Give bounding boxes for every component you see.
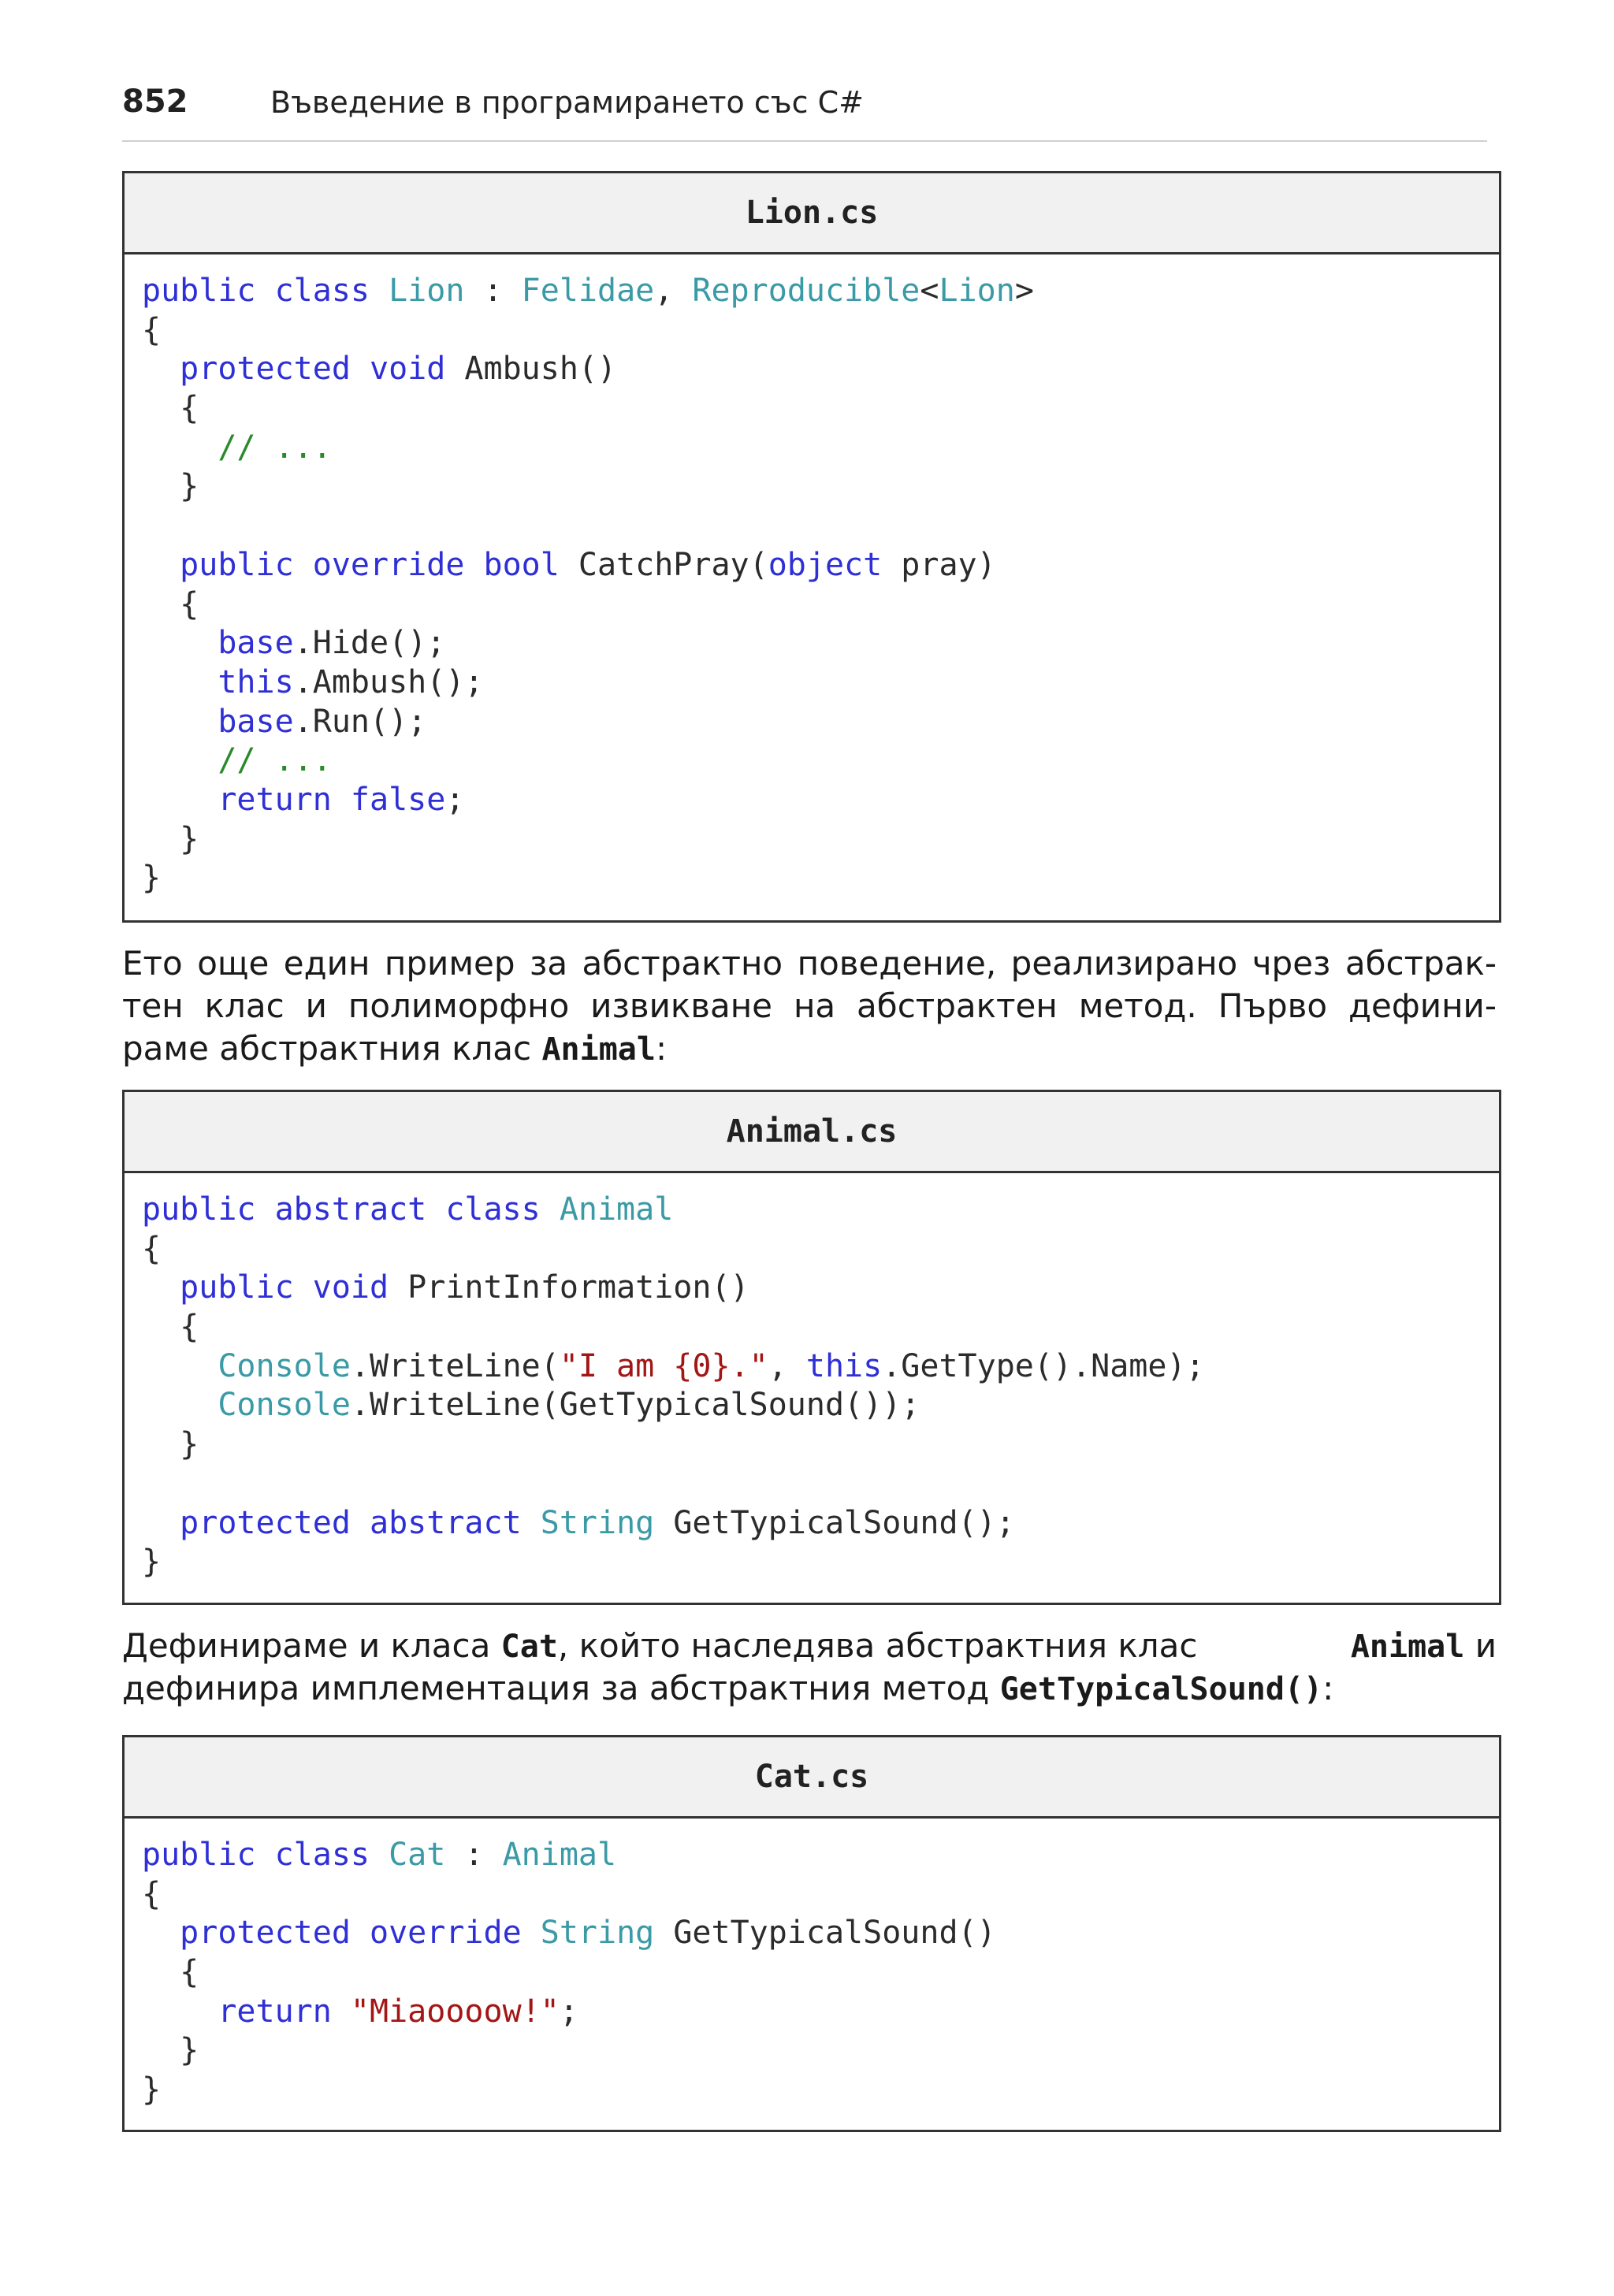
code-token: } [142, 2071, 162, 2108]
code-token: return false [218, 781, 446, 818]
text-run: и [1464, 1626, 1497, 1665]
code-token: .WriteLine(GetTypicalSound()); [350, 1387, 920, 1424]
code-token: { [142, 585, 199, 622]
code-body [125, 254, 1499, 898]
page-header [122, 79, 1487, 142]
code-line [142, 311, 1482, 351]
text-run: , който наследява абстрактния клас [557, 1626, 1198, 1665]
code-token: public class [142, 1837, 389, 1873]
code-line [142, 1347, 1482, 1387]
code-line [142, 272, 1482, 311]
code-token [142, 351, 180, 387]
code-token: Cat [389, 1837, 446, 1873]
paragraph-cat-intro [122, 1625, 1497, 1710]
code-line [142, 1230, 1482, 1269]
text-run: Дефинираме и класа [122, 1626, 501, 1665]
code-body [125, 1819, 1499, 2110]
code-token: .GetType().Name); [882, 1347, 1205, 1384]
code-line [142, 546, 1482, 585]
code-listing-animal [122, 1090, 1501, 1605]
code-token: < [920, 273, 939, 309]
code-token: protected void [180, 351, 446, 388]
page-number: 852 [122, 84, 188, 120]
code-token: Animal [559, 1191, 674, 1228]
code-token [142, 1348, 218, 1384]
code-token: , [654, 273, 693, 309]
listing-title: Lion.cs [125, 173, 1499, 254]
code-token [142, 742, 218, 778]
text-run: раме абстрактния клас [122, 1029, 542, 1068]
text-run: дефинира имплементация за абстрактния метод [122, 1669, 1000, 1707]
code-token: CatchPray( [559, 546, 768, 583]
code-line [142, 703, 1482, 742]
code-token: { [142, 311, 162, 348]
code-token: Ambush() [445, 351, 617, 388]
code-token [142, 1387, 218, 1423]
code-token: .Run(); [293, 703, 427, 740]
code-token [142, 782, 218, 818]
code-token: : [445, 1837, 503, 1873]
code-token: public class [142, 273, 389, 309]
code-line [142, 2071, 1482, 2110]
code-token: .WriteLine( [350, 1347, 560, 1384]
paragraph-intro [122, 942, 1497, 1070]
paragraph-line [122, 1027, 1497, 1070]
code-line [142, 467, 1482, 507]
code-token: // ... [218, 742, 332, 779]
inline-code-cat: Cat [500, 1629, 558, 1665]
paragraph-line [122, 1667, 1497, 1710]
paragraph-line: тен клас и полиморфно извикване на абстрактен метод. Първо дефини- [122, 986, 1497, 1025]
code-token: } [142, 1544, 162, 1581]
code-token: .Ambush(); [293, 663, 484, 700]
code-line [142, 820, 1482, 860]
code-token: public override bool [180, 546, 560, 583]
code-token: } [142, 1426, 199, 1463]
code-token: pray) [882, 546, 996, 583]
code-token: "Miaoooow!" [350, 1993, 560, 2030]
book-title: Въведение в програмирането със C# [270, 85, 864, 120]
code-token: PrintInformation() [389, 1269, 749, 1306]
code-token: object [768, 546, 883, 583]
code-line [142, 1425, 1482, 1465]
code-token: { [142, 1230, 162, 1267]
code-token: public void [180, 1269, 389, 1306]
code-token: : [464, 273, 522, 309]
code-token: "I am {0}." [559, 1347, 768, 1384]
code-token: Lion [389, 273, 465, 309]
code-token: protected abstract [180, 1504, 541, 1541]
code-token: return [218, 1993, 351, 2030]
code-token: Lion [939, 273, 1015, 309]
inline-code-animal: Animal [1350, 1629, 1465, 1665]
code-token: { [142, 390, 199, 427]
code-token: { [142, 1954, 199, 1991]
code-token: } [142, 2032, 199, 2069]
code-line [142, 1543, 1482, 1582]
code-line [142, 350, 1482, 389]
code-token: public abstract class [142, 1191, 560, 1228]
code-token [142, 1505, 180, 1541]
code-line [142, 1875, 1482, 1915]
code-token: String [540, 1915, 655, 1952]
code-line [142, 624, 1482, 663]
code-token [142, 1915, 180, 1951]
code-token: Animal [502, 1837, 617, 1873]
code-line [142, 663, 1482, 703]
code-token: Felidae [521, 273, 655, 309]
code-token: this [805, 1347, 883, 1384]
paragraph-line: Ето още един пример за абстрактно поведение, реализирано чрез абстрак- [122, 944, 1497, 983]
code-line [142, 1308, 1482, 1347]
code-line [142, 781, 1482, 820]
code-line [142, 389, 1482, 429]
code-body [125, 1173, 1499, 1582]
code-token: this [218, 663, 294, 700]
text-run: : [655, 1029, 668, 1068]
code-token [142, 547, 180, 583]
code-token [142, 1269, 180, 1306]
inline-code-method: GetTypicalSound() [999, 1671, 1323, 1707]
code-token: base [218, 625, 294, 662]
code-token: // ... [218, 429, 332, 466]
code-token [142, 1993, 218, 2030]
code-line [142, 1914, 1482, 1953]
code-listing-cat [122, 1735, 1501, 2132]
code-line [142, 1191, 1482, 1230]
listing-title: Animal.cs [125, 1092, 1499, 1173]
code-token [142, 625, 218, 661]
code-token: } [142, 860, 162, 897]
code-token: ; [559, 1993, 578, 2030]
code-token: ; [445, 781, 465, 818]
code-token: Console [218, 1347, 351, 1384]
listing-title: Cat.cs [125, 1737, 1499, 1819]
code-line [142, 429, 1482, 468]
code-line [142, 1836, 1482, 1875]
code-line [142, 507, 1482, 546]
code-line [142, 1269, 1482, 1308]
code-token: Console [218, 1387, 351, 1424]
code-token: GetTypicalSound() [654, 1915, 996, 1952]
code-line [142, 859, 1482, 898]
code-token: .Hide(); [293, 625, 446, 662]
code-token: { [142, 1875, 162, 1912]
code-line [142, 1386, 1482, 1425]
code-token [142, 664, 218, 700]
code-line [142, 2031, 1482, 2071]
code-token: } [142, 820, 199, 857]
text-run [122, 1625, 1197, 1667]
code-token: { [142, 1309, 199, 1346]
code-token [142, 429, 218, 466]
code-line [142, 741, 1482, 781]
text-run: : [1322, 1669, 1334, 1707]
code-line [142, 1953, 1482, 1993]
code-line [142, 1504, 1482, 1544]
code-token: } [142, 468, 199, 505]
code-token: String [540, 1504, 655, 1541]
inline-code-animal: Animal [541, 1031, 656, 1068]
paragraph-line [122, 1625, 1497, 1667]
code-token: base [218, 703, 294, 740]
code-token: GetTypicalSound(); [654, 1504, 1015, 1541]
code-listing-lion [122, 171, 1501, 923]
code-token: , [768, 1347, 806, 1384]
code-token: protected override [180, 1915, 541, 1952]
code-line [142, 1465, 1482, 1504]
code-token: Reproducible [692, 273, 920, 309]
code-token: > [1014, 273, 1034, 309]
text-run [1351, 1625, 1497, 1667]
code-line [142, 1993, 1482, 2032]
code-line [142, 585, 1482, 625]
code-token [142, 704, 218, 740]
